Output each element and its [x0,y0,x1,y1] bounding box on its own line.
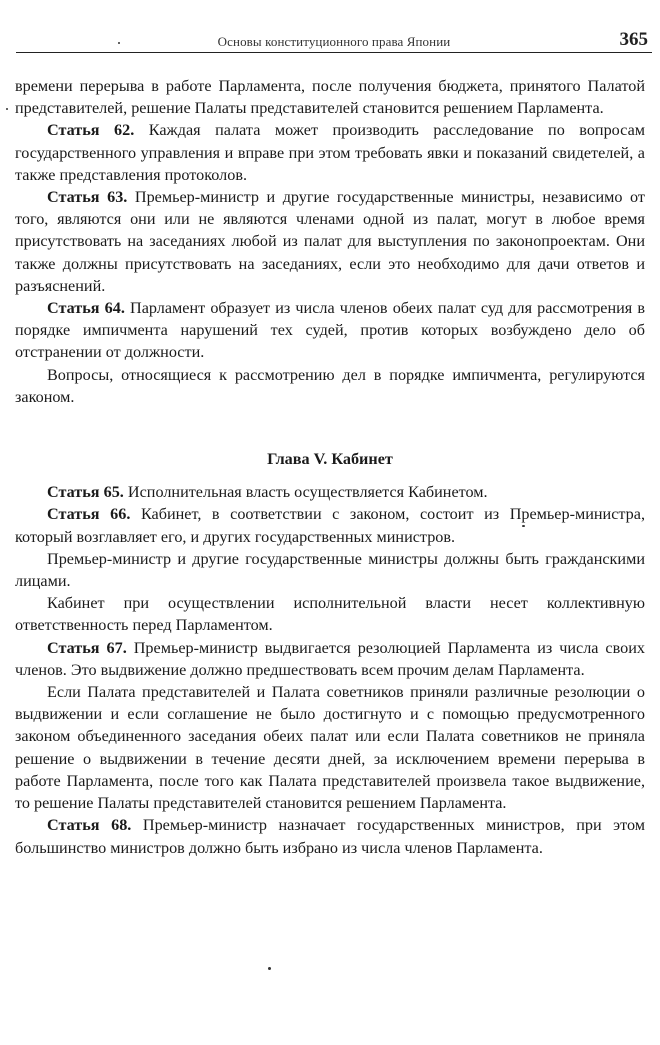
running-header [16,26,652,53]
scan-speck [6,108,8,110]
article-66 [15,503,645,547]
chapter-title: Глава V. Кабинет [267,450,393,469]
page-number: 365 [619,29,648,50]
article-number: Статья 66. [47,505,131,524]
article-text: Исполнительная власть осуществляется Кабинетом. [123,483,488,502]
article-text: Кабинет, в соответствии с законом, состоит из Премьер-министра, который возглавляет его, и других государственных министров. [15,505,645,546]
paragraph-continuation: времени перерыва в работе Парламента, после получения бюджета, принятого Палатой представителей, решение Палаты представителей становится решением Парламента. [15,77,645,118]
paragraph: Кабинет при осуществлении исполнительной власти несет коллективную ответственность перед Парламентом. [15,594,645,635]
article-text: Парламент образует из числа членов обеих палат суд для рассмотрения в порядке импичмента нарушений тех судей, против которых возбуждено дело об отстранении от должности. [15,299,645,362]
article-68 [15,814,645,858]
scan-speck [522,525,525,527]
paragraph: Если Палата представителей и Палата советников приняли различные резолюции о выдвижении и если соглашение не было достигнуто и с помощью предусмотренного законом объединенного заседания обеих палат или если Палата советников не приняла решение о выдвижении в течение десяти дней, за исключением времени перерыва в работе Парламента, после того как Палата представителей произвела такое выдвижение, то решение Палаты представителей становится решением Парламента. [15,683,645,813]
article-number: Статья 67. [47,638,127,657]
article-number: Статья 64. [47,299,125,318]
article-63 [15,186,645,297]
paragraph: Премьер-министр и другие государственные министры должны быть гражданскими лицами. [15,549,645,591]
paragraph: Вопросы, относящиеся к рассмотрению дел в порядке импичмента, регулируются законом. [15,365,645,406]
scan-speck [268,967,271,970]
article-number: Статья 68. [47,816,132,835]
article-text: Премьер-министр и другие государственные министры, независимо от того, являются они или не являются членами одной из палат, могут в любое время присутствовать на заседаниях любой из палат для выступления по законопроектам. Они также должны присутствовать на заседаниях, если это необходимо для дачи ответов и разъяснений. [15,188,645,295]
article-number: Статья 62. [47,121,135,140]
article-number: Статья 65. [47,483,124,502]
article-64 [15,297,645,364]
article-text: Премьер-министр назначает государственных министров, при этом большинство министров должно быть избрано из числа членов Парламента. [15,816,645,857]
article-65 [15,481,645,503]
running-title: Основы конституционного права Японии [217,34,451,49]
body-text [15,75,645,859]
article-67 [15,637,645,681]
article-number: Статья 63. [47,188,128,207]
article-text: Каждая палата может производить расследование по вопросам государственного управления и вправе при этом требовать явки и показаний свидетелей, а также представления протоколов. [15,121,645,184]
article-text: Премьер-министр выдвигается резолюцией Парламента из числа своих членов. Это выдвижение должно предшествовать всем прочим делам Парламента. [15,638,645,679]
scan-speck [118,42,120,44]
article-62 [15,119,645,186]
